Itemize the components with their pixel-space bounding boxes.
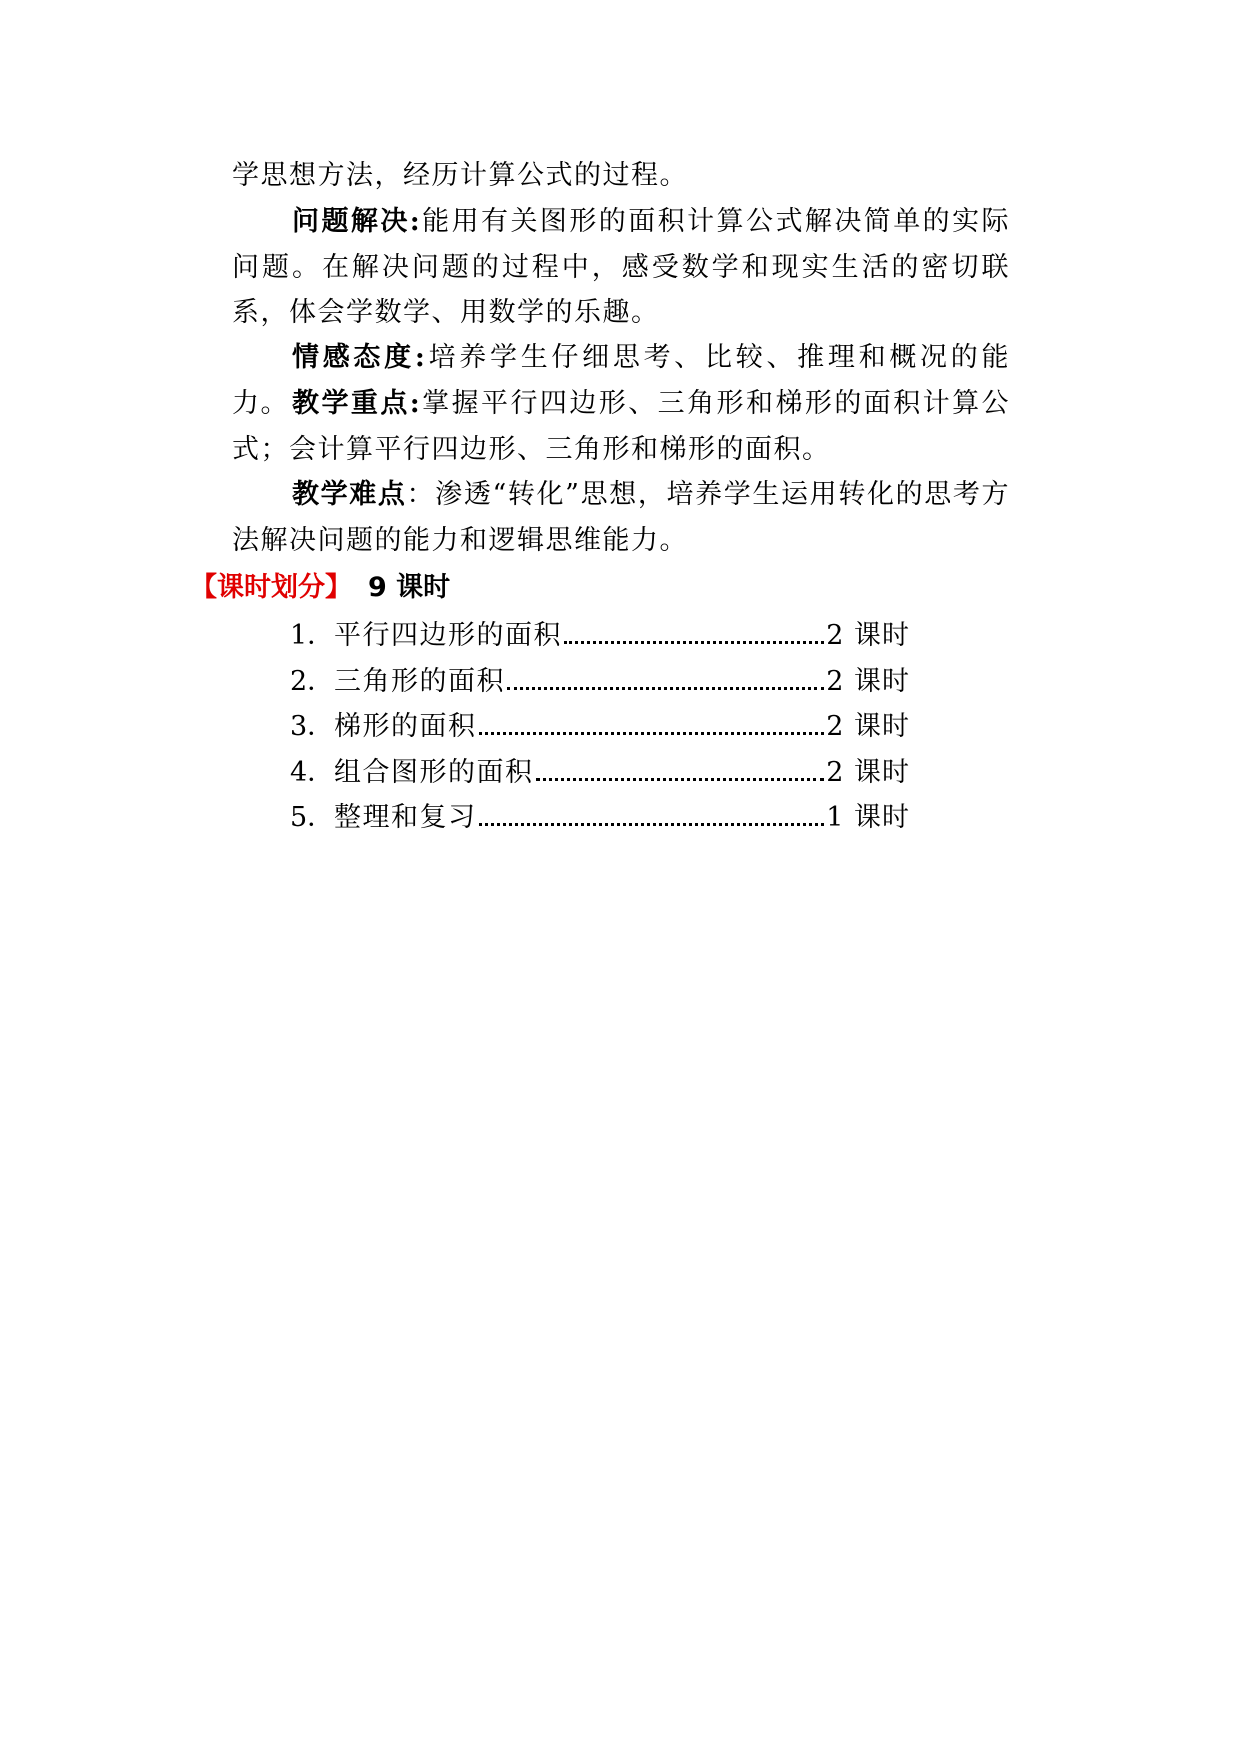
section-heading-lesson-allocation	[190, 568, 450, 608]
lesson-number: 2．	[290, 665, 335, 697]
paragraph-lead: 教学重点:	[292, 388, 422, 419]
lesson-hours: 2 课时	[826, 620, 910, 651]
dot-leader	[507, 687, 824, 690]
lesson-number: 4．	[290, 756, 335, 788]
dot-leader	[479, 823, 825, 826]
lesson-hours: 2 课时	[826, 756, 910, 788]
lesson-number: 5．	[290, 802, 335, 833]
paragraph-teaching-focus	[232, 381, 1010, 472]
paragraph-text: 学思想方法，经历计算公式的过程。	[232, 160, 688, 191]
lesson-title: 组合图形的面积	[334, 756, 534, 788]
lesson-hours: 2 课时	[826, 665, 910, 697]
dot-leader	[479, 732, 825, 735]
section-value: 9 课时	[368, 572, 451, 603]
lesson-item	[290, 613, 910, 659]
paragraph-lead: 教学难点	[292, 479, 407, 510]
lesson-list	[290, 613, 910, 841]
lesson-hours: 2 课时	[826, 711, 910, 742]
lesson-title: 平行四边形的面积	[334, 620, 562, 651]
lesson-item	[290, 659, 910, 705]
paragraph-problem-solving	[232, 199, 1010, 336]
paragraph-lead: 问题解决:	[292, 206, 422, 237]
dot-leader	[564, 641, 824, 644]
lesson-hours: 1 课时	[826, 802, 910, 833]
lesson-title: 整理和复习	[334, 802, 477, 833]
lesson-title: 梯形的面积	[334, 711, 477, 742]
lesson-item	[290, 750, 910, 796]
lesson-item	[290, 795, 910, 841]
lesson-number: 1．	[290, 620, 335, 651]
paragraph-text: 掌握平行四边形、三角形和梯形的面积计算公式；会计算平行四边形、三角形和梯形的面积。	[232, 388, 1011, 465]
paragraph-text: 能用有关图形的面积计算公式解决简单的实际问题。在解决问题的过程中，感受数学和现实生活的密切联系，体会学数学、用数学的乐趣。	[232, 206, 1011, 328]
lesson-title: 三角形的面积	[334, 665, 505, 697]
lesson-number: 3．	[290, 711, 335, 742]
paragraph-text: 培养学生仔细思考、比较、推理和概况的能力。	[232, 342, 1010, 419]
paragraph-text: ：渗透“转化”思想，培养学生运用转化的思考方法解决问题的能力和逻辑思维能力。	[232, 479, 1011, 556]
paragraph-teaching-difficulty	[232, 472, 1010, 563]
section-label: 【课时划分】	[190, 572, 352, 603]
dot-leader	[536, 778, 825, 781]
paragraph-lead: 情感态度:	[292, 342, 427, 373]
lesson-item	[290, 704, 910, 750]
paragraph-method	[232, 153, 1010, 199]
